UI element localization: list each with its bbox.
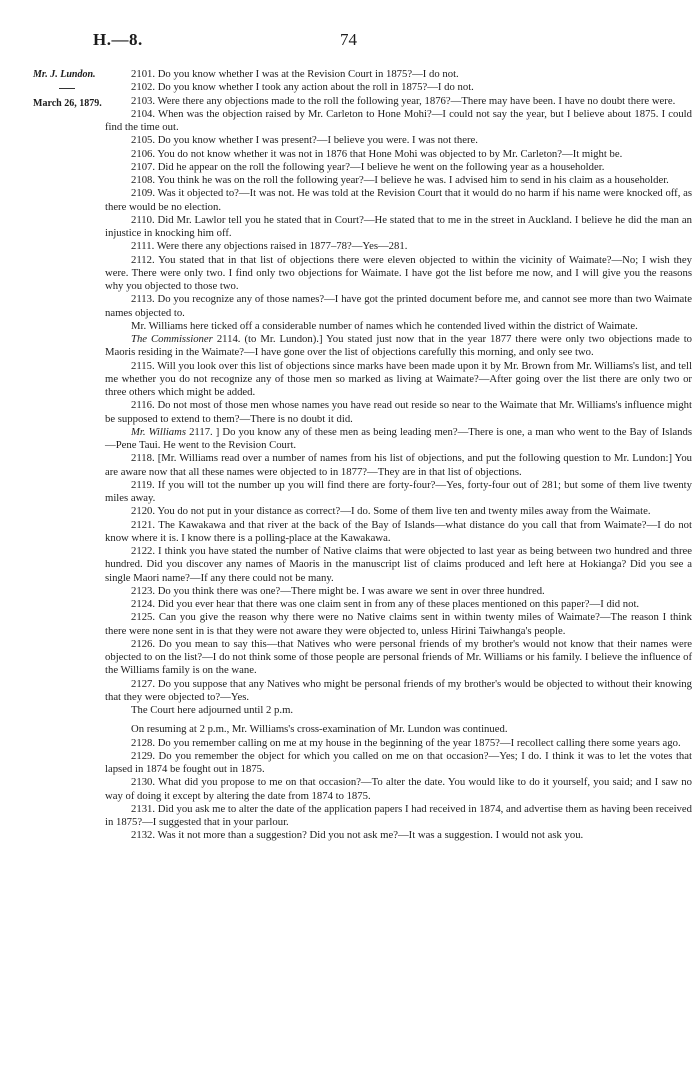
paragraph-2114: [105, 333, 692, 360]
paragraph-2129: 2129. Do you remember the object for which you called on me on that occasion?—Yes; I do. I think it was to let the votes that lapsed in 1874 be fought out in 1875.: [105, 749, 692, 775]
paragraph-2115: 2115. Will you look over this list of objections since marks have been made upon it by Mr. Brown from Mr. Williams's list, and tell me whether you do not recognize any of those men so marked as living at Waimate?—After going over the list there are only two or three others which might be added.: [105, 359, 692, 398]
paragraph-2121: 2121. The Kawakawa and that river at the back of the Bay of Islands—what distance do you call that from Waimate?—I do not know where it is. I know there is a polling-place at the Kawakawa.: [105, 518, 692, 544]
paragraph-2106: 2106. You do not know whether it was not in 1876 that Hone Mohi was objected to by Mr. Carleton?—It might be.: [131, 147, 623, 160]
paragraph-2110: 2110. Did Mr. Lawlor tell you he stated that in Court?—He stated that to me in the street in Auckland. I believe he did the man an injustice in knocking him off.: [105, 213, 692, 239]
paragraph-2118: 2118. [Mr. Williams read over a number of names from his list of objections, and put the following question to Mr. Lundon:] You are aware now that all these names were objected to in 1877?—They are in that list of objections.: [105, 452, 692, 478]
margin-notes: [33, 68, 113, 110]
paragraph-2130: 2130. What did you propose to me on that occasion?—To alter the date. You would like to do it yourself, you said; and I saw no way of doing it except by altering the date from 1874 to 1875.: [105, 776, 692, 802]
paragraph-2125: 2125. Can you give the reason why there were no Native claims sent in within twenty miles of Waimate?—The reason I think there were none sent in is that they were not aware they were objected to, unless Hirini Taiwhanga's people.: [105, 611, 692, 637]
paragraph-2122: 2122. I think you have stated the number of Native claims that were objected to last year as being between two hundred and three hundred. Did you discover any names of Maoris in the manuscript list of claims produced and left here at Hokianga? Did you see a single Maori name?—If any there could not be many.: [105, 545, 692, 584]
paragraph-2119: 2119. If you will tot the number up you will find there are forty-four?—Yes, forty-four out of 281; but some of them live twenty miles away.: [105, 478, 692, 504]
paragraph-note-names-ticked: Mr. Williams here ticked off a considerable number of names which he contended lived within the district of Waimate.: [131, 319, 638, 332]
document-code: H.—8.: [93, 30, 143, 49]
margin-witness-name: Mr. J. Lundon.: [33, 69, 96, 80]
paragraph-2124: 2124. Did you ever hear that there was one claim sent in from any of these places mentioned on this paper?—I did not.: [131, 598, 640, 610]
paragraph-2105: 2105. Do you know whether I was present?—I believe you were. I was not there.: [131, 134, 478, 147]
paragraph-2111: 2111. Were there any objections raised in 1877–78?—Yes—281.: [131, 240, 408, 253]
paragraph-2123: 2123. Do you think there was one?—There might be. I was aware we sent in over three hundred.: [131, 584, 545, 597]
page-number: 74: [340, 30, 357, 49]
paragraph-2120: 2120. You do not put in your distance as correct?—I do. Some of them live ten and twenty miles away from the Waimate.: [131, 505, 651, 518]
paragraph-2127: 2127. Do you suppose that any Natives who might be personal friends of my brother's would be objected to without their knowing that they were objected to?—Yes.: [105, 677, 692, 703]
margin-date: March 26, 1879.: [33, 98, 102, 109]
paragraph-2108: 2108. You think he was on the roll the following year?—I believe he was. I advised him to send in his claim as a householder.: [131, 174, 669, 186]
paragraph-2132: 2132. Was it not more than a suggestion? Did you not ask me?—It was a suggestion. I would not ask you.: [131, 829, 584, 842]
paragraph-2116: 2116. Do not most of those men whose names you have read out reside so near to the Waimate that Mr. Williams's influence might be supposed to extend to them?—There is no doubt it did.: [105, 399, 692, 425]
paragraph-text: 2114. (to Mr. Lundon).] You stated just now that in the year 1877 there were only two objections made to Maoris residing in the Waimate?—I have gone over the list of objections carefully this morning, and only see two.: [105, 333, 693, 359]
paragraph-2109: 2109. Was it objected to?—It was not. He was told at the Revision Court that it would do no harm if his name were knocked off, as there would be no election.: [105, 187, 692, 213]
paragraph-resumption: On resuming at 2 p.m., Mr. Williams's cross-examination of Mr. Lundon was continued.: [131, 723, 508, 736]
testimony-body: [105, 68, 692, 843]
page-header: [0, 30, 700, 50]
paragraph-2128: 2128. Do you remember calling on me at my house in the beginning of the year 1875?—I recollect calling there some years ago.: [131, 736, 681, 749]
paragraph-2131: 2131. Did you ask me to alter the date of the application papers I had received in 1874, and advertise them as having been received in 1875?—I suggested that in your parlour.: [105, 802, 692, 828]
paragraph-2112: 2112. You stated that in that list of objections there were eleven objected to within the vicinity of Waimate?—No; I wish they were. There were only two. I find only two objections for Waimate. I have got the list before me now, and I will give you the reasons why you objected to those two.: [105, 253, 692, 292]
speaker-name: Mr. Williams: [131, 425, 187, 438]
paragraph-2104: 2104. When was the objection raised by Mr. Carleton to Hone Mohi?—I could not say the year, but I believe about 1875. I could find the time out.: [105, 107, 692, 133]
paragraph-2117: [105, 426, 692, 453]
paragraph-2102: 2102. Do you know whether I took any action about the roll in 1875?—I do not.: [131, 81, 474, 94]
paragraph-2113: 2113. Do you recognize any of those names?—I have got the printed document before me, and cannot see more than two Waimate names objected to.: [105, 293, 692, 319]
paragraph-2103: 2103. Were there any objections made to the roll the following year, 1876?—There may have been. I have no doubt there were.: [131, 94, 676, 107]
margin-divider: [59, 88, 75, 89]
paragraph-2126: 2126. Do you mean to say this—that Natives who were personal friends of my brother's would not know that their names were objected to on the list?—I do not think some of those people are personal friends of Mr. Williams or his family. I believe the influence of the Williams family is on the wane.: [105, 637, 692, 677]
speaker-name: The Commissioner: [131, 333, 213, 345]
paragraph-2107: 2107. Did he appear on the roll the following year?—I believe he went on the following year as a householder.: [131, 160, 605, 173]
paragraph-adjournment: The Court here adjourned until 2 p.m.: [131, 704, 294, 716]
paragraph-text: 2117. ] Do you know any of these men as being leading men?—There is one, a man who went to the Bay of Islands—Pene Taui. He went to the Revision Court.: [105, 425, 693, 451]
paragraph-2101: 2101. Do you know whether I was at the Revision Court in 1875?—I do not.: [131, 68, 459, 80]
